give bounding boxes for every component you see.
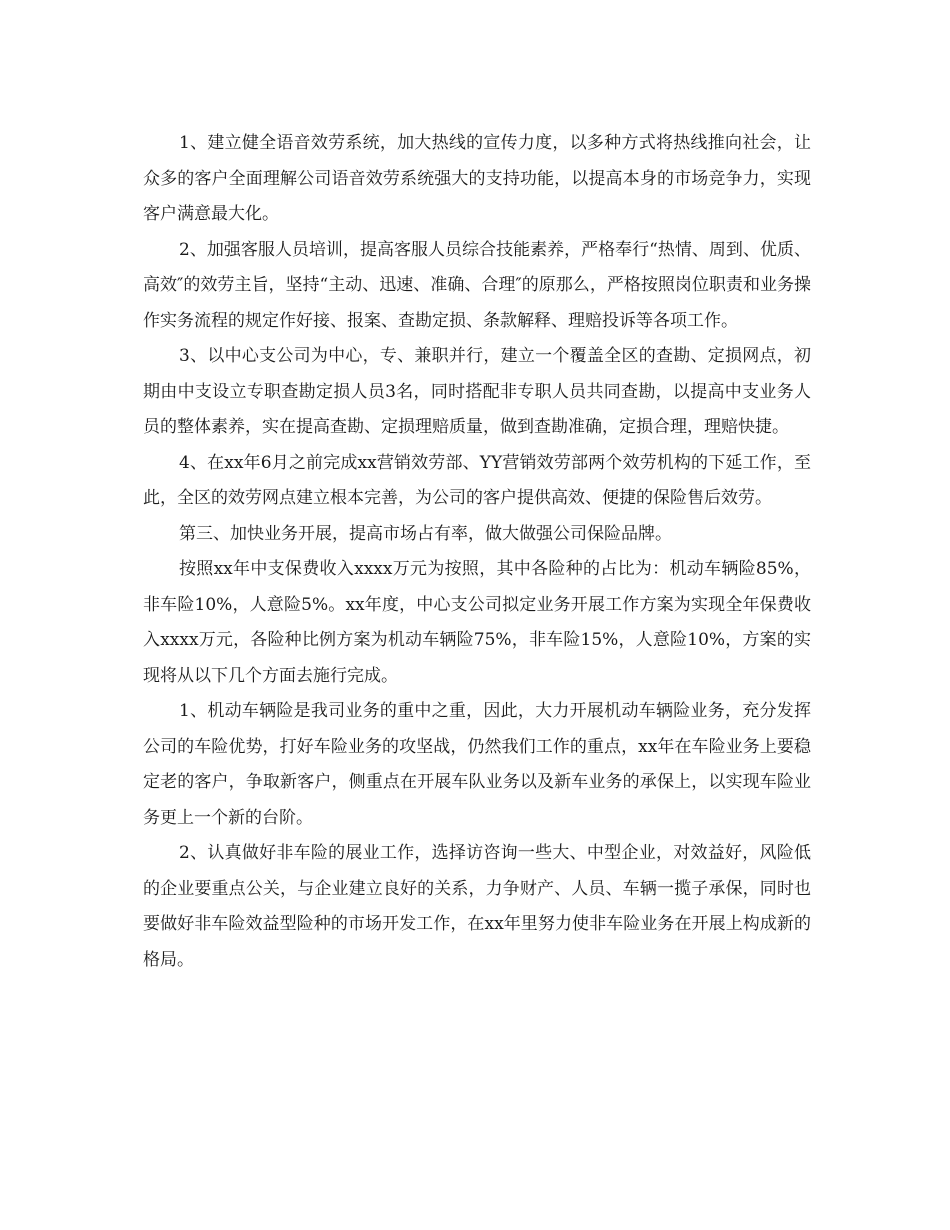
paragraph-1: 1、建立健全语音效劳系统，加大热线的宣传力度，以多种方式将热线推向社会，让众多的客户全面理解公司语音效劳系统强大的支持功能，以提高本身的市场竞争力，实现客户满意最大化。 xyxy=(143,133,811,224)
document-body xyxy=(143,126,811,978)
paragraph-6: 按照xx年中支保费收入xxxx万元为按照，其中各险种的占比为：机动车辆险85%，非车险10%，人意险5%。xx年度，中心支公司拟定业务开展工作方案为实现全年保费收入xxxx万元，各险种比例方案为机动车辆险75%，非车险15%，人意险10%，方案的实现将从以下几个方面去施行完成。 xyxy=(143,559,811,686)
paragraph-8: 2、认真做好非车险的展业工作，选择访咨询一些大、中型企业，对效益好，风险低的企业要重点公关，与企业建立良好的关系，力争财产、人员、车辆一揽子承保，同时也要做好非车险效益型险种的市场开发工作，在xx年里努力使非车险业务在开展上构成新的格局。 xyxy=(143,843,811,970)
paragraph-2: 2、加强客服人员培训，提高客服人员综合技能素养，严格奉行“热情、周到、优质、高效″的效劳主旨，坚持“主动、迅速、准确、合理″的原那么，严格按照岗位职责和业务操作实务流程的规定作好接、报案、查勘定损、条款解释、理赔投诉等各项工作。 xyxy=(143,239,811,331)
paragraph-4: 4、在xx年6月之前完成xx营销效劳部、YY营销效劳部两个效劳机构的下延工作，至此，全区的效劳网点建立根本完善，为公司的客户提供高效、便捷的保险售后效劳。 xyxy=(143,452,811,508)
paragraph-3: 3、以中心支公司为中心，专、兼职并行，建立一个覆盖全区的查勘、定损网点，初期由中支设立专职查勘定损人员3名，同时搭配非专职人员共同查勘，以提高中支业务人员的整体素养，实在提高查勘、定损理赔质量，做到查勘准确，定损合理，理赔快捷。 xyxy=(143,346,811,437)
paragraph-5: 第三、加快业务开展，提高市场占有率，做大做强公司保险品牌。 xyxy=(179,523,672,544)
paragraph-7: 1、机动车辆险是我司业务的重中之重，因此，大力开展机动车辆险业务，充分发挥公司的车险优势，打好车险业务的攻坚战，仍然我们工作的重点，xx年在车险业务上要稳定老的客户，争取新客户，侧重点在开展车队业务以及新车业务的承保上，以实现车险业务更上一个新的台阶。 xyxy=(143,701,811,828)
